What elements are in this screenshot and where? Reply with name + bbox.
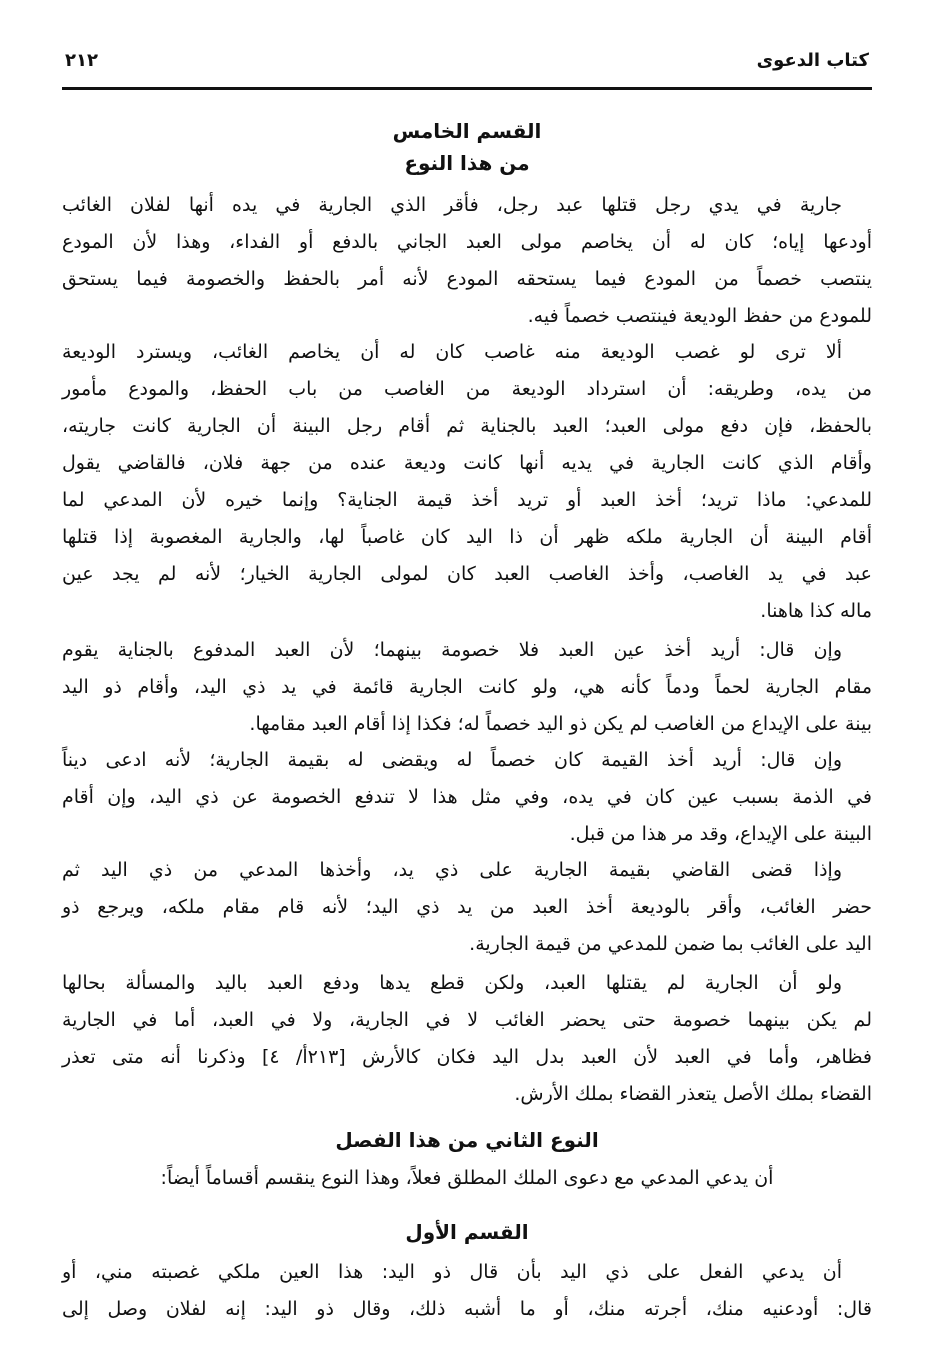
text-line: البينة على الإيداع، وقد مر هذا من قبل.	[569, 823, 872, 845]
text-line: قال: أودعنيه منك، أجرته منك، أو ما أشبه ذلك، وقال ذو اليد: إنه لفلان وصل إلى	[62, 1298, 872, 1320]
text-line: ماله كذا هاهنا.	[760, 600, 872, 622]
text-line: جارية في يدي رجل قتلها عبد رجل، فأقر الذي الجارية في يده أنها لفلان الغائب	[62, 194, 842, 216]
header-rule	[62, 87, 872, 90]
section-heading: النوع الثاني من هذا الفصل	[335, 1128, 599, 1152]
text-line: ولو أن الجارية لم يقتلها العبد، ولكن قطع يدها ودفع العبد باليد والمسألة بحالها	[62, 972, 842, 994]
text-line: أقام البينة أن الجارية ملكه ظهر أن ذا اليد كان غاصباً لها، والجارية المغصوبة إذا قتلها	[62, 526, 872, 548]
text-line: بينة على الإيداع من الغاصب لم يكن ذو اليد خصماً له؛ فكذا إذا أقام العبد مقامها.	[249, 713, 872, 735]
text-line: اليد على الغائب بما ضمن للمدعي من قيمة الجارية.	[469, 933, 872, 955]
text-line: وأقام الذي كانت الجارية في يديه أنها كانت وديعة عنده من جهة فلان، فالقاضي يقول	[62, 452, 872, 474]
text-line: في الذمة بسبب عين كان في يده، وفي مثل هذا لا تندفع الخصومة عن ذي اليد، وإن أقام	[62, 786, 872, 808]
text-line: عبد في يد الغاصب، وأخذ الغاصب العبد كان لمولى الجارية الخيار؛ لأنه لم يجد عين	[62, 563, 872, 585]
section-intro: أن يدعي المدعي مع دعوى الملك المطلق فعلاً، وهذا النوع ينقسم أقساماً أيضاً:	[160, 1167, 774, 1189]
text-line: لم يكن بينهما خصومة حتى يحضر الغائب لا في الجارية، ولا في العبد، أما في الجارية	[62, 1009, 872, 1031]
text-line: للمدعي: ماذا تريد؛ أخذ العبد أو تريد أخذ قيمة الجناية؟ وإنما خيره لأن المدعي لما	[62, 489, 872, 511]
section-subheading: من هذا النوع	[404, 151, 530, 175]
text-line: من يده، وطريقه: أن استرداد الوديعة من الغاصب من باب الحفظ، والمودع مأمور	[62, 378, 872, 400]
page-number: ٢١٢	[65, 50, 98, 71]
section-subheading: القسم الأول	[405, 1220, 529, 1244]
running-header-title: كتاب الدعوى	[756, 50, 869, 71]
text-line: مقام الجارية لحماً ودماً كأنه هي، ولو كانت الجارية قائمة في يد ذي اليد، وأقام ذو اليد	[62, 676, 872, 698]
text-line: وإن قال: أريد أخذ القيمة كان خصماً له ويقضى له بقيمة الجارية؛ لأنه ادعى ديناً	[62, 749, 842, 771]
text-line: للمودع من حفظ الوديعة فينتصب خصماً فيه.	[527, 305, 872, 327]
text-line: بالحفظ، فإن دفع مولى العبد؛ العبد بالجناية ثم أقام رجل البينة أن الجارية كانت جاريته،	[62, 415, 872, 437]
section-heading: القسم الخامس	[392, 119, 542, 143]
text-line: أن يدعي الفعل على ذي اليد بأن قال ذو اليد: هذا العين ملكي غصبته مني، أو	[62, 1261, 842, 1283]
text-line: فظاهر، وأما في العبد لأن العبد بدل اليد فكان كالأرش [٢١٣أ/ ٤] وذكرنا أنه متى تعذر	[62, 1046, 872, 1068]
text-line: أودعها إياه؛ كان له أن يخاصم مولى العبد الجاني بالدفع أو الفداء، وهذا لأن المودع	[62, 231, 872, 253]
text-line: حضر الغائب، وأقر بالوديعة أخذ العبد من يد ذي اليد؛ لأنه قام مقام ملكه، ويرجع ذو	[62, 896, 872, 918]
text-line: القضاء بملك الأصل يتعذر القضاء بملك الأرش.	[514, 1083, 872, 1105]
text-line: وإن قال: أريد أخذ عين العبد فلا خصومة بينهما؛ لأن العبد المدفوع بالجناية يقوم	[62, 639, 842, 661]
text-line: وإذا قضى القاضي بقيمة الجارية على ذي يد، وأخذها المدعي من ذي اليد ثم	[62, 859, 842, 881]
text-line: ينتصب خصماً من المودع فيما يستحقه المودع لأنه أمر بالحفظ والخصومة فيما يستحق	[62, 268, 872, 290]
text-line: ألا ترى لو غصب الوديعة منه غاصب كان له أن يخاصم الغائب، ويسترد الوديعة	[62, 341, 842, 363]
